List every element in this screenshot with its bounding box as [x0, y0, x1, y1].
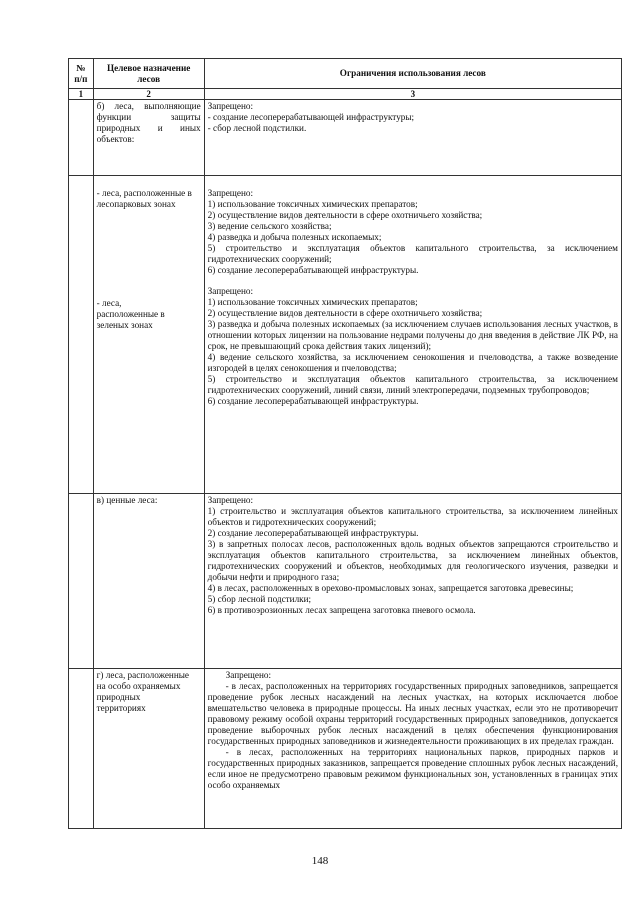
restriction-line: - в лесах, расположенных на территориях государственных природных заповедников, запрещается проведение рубок лесных насаждений на лесных участках, на которых исключается любое вмешательство человека в природные процессы. На иных лесных участках, если это не противоречит правовому режиму особой охраны территорий государственных природных заповедников, допускается проведение выборочных рубок лесных насаждений в целях обеспечения функционирования государственных природных заповедников и жизнедеятельности проживающих в их пределах граждан.	[207, 681, 618, 746]
restriction-line: 1) использование токсичных химических препаратов;	[207, 297, 418, 307]
header-number: № п/п	[69, 59, 94, 89]
restriction-line: 3) в запретных полосах лесов, расположенных вдоль водных объектов запрещаются строительство и эксплуатация объектов капитального строительства, за исключением линейных объектов, гидротехнических сооружений и объектов, необходимых для геологического изучения, разведки и добычи нефти и природного газа;	[207, 539, 618, 582]
restriction-line: 6) в противоэрозионных лесах запрещена заготовка пневого осмола.	[207, 605, 476, 615]
purpose-cell	[93, 176, 204, 494]
restriction-line: 2) осуществление видов деятельности в сфере охотничьего хозяйства;	[207, 308, 483, 318]
table-header-row	[69, 59, 622, 89]
restriction-line: - сбор лесной подстилки.	[207, 123, 307, 133]
restriction-line: 3) ведение сельского хозяйства;	[207, 221, 332, 231]
restriction-line: 6) создание лесоперерабатывающей инфраструктуры.	[207, 396, 419, 406]
purpose-cell	[93, 669, 204, 829]
restriction-line: 2) создание лесоперерабатывающей инфраструктуры.	[207, 528, 419, 538]
page-number: 148	[311, 855, 329, 867]
restriction-line: Запрещено:	[225, 670, 272, 680]
restriction-line: Запрещено:	[207, 495, 254, 505]
restriction-line: Запрещено:	[207, 286, 254, 296]
column-number-1: 1	[69, 89, 94, 100]
restriction-line: 4) разведка и добыча полезных ископаемых;	[207, 232, 382, 242]
table-row	[69, 494, 622, 669]
restriction-line: 5) строительство и эксплуатация объектов капитального строительства, за исключением гидротехнических сооружений;	[207, 243, 618, 264]
row-number-cell	[69, 100, 94, 176]
column-number-3: 3	[204, 89, 621, 100]
column-number-row	[69, 89, 622, 100]
purpose-cell: в) ценные леса:	[93, 494, 204, 669]
restriction-line: Запрещено:	[207, 188, 254, 198]
restriction-line: 6) создание лесоперерабатывающей инфраструктуры.	[207, 265, 419, 275]
header-purpose: Целевое назначение лесов	[93, 59, 204, 89]
forest-restrictions-table	[68, 58, 622, 829]
restriction-line: Запрещено:	[207, 101, 254, 111]
restrictions-cell	[204, 494, 621, 669]
purpose-protected-areas: г) леса, расположенные на особо охраняемых природных территориях	[96, 670, 190, 713]
restrictions-cell	[204, 176, 621, 494]
purpose-cell: б) леса, выполняющие функции защиты природных и иных объектов:	[93, 100, 204, 176]
restriction-line: 5) сбор лесной подстилки;	[207, 594, 312, 604]
restrictions-cell	[204, 100, 621, 176]
restriction-line: 1) использование токсичных химических препаратов;	[207, 199, 418, 209]
table-row	[69, 176, 622, 494]
table-row	[69, 100, 622, 176]
restriction-line: 5) строительство и эксплуатация объектов капитального строительства, за исключением гидротехнических сооружений, линий связи, линий электропередачи, подземных трубопроводов;	[207, 374, 618, 395]
restriction-line: 1) строительство и эксплуатация объектов капитального строительства, за исключением линейных объектов и гидротехнических сооружений;	[207, 506, 618, 527]
restriction-line: 4) в лесах, расположенных в орехово-промысловых зонах, запрещается заготовка древесины;	[207, 583, 574, 593]
restriction-line: - в лесах, расположенных на территориях национальных парков, природных парков и государственных природных заказников, запрещается проведение сплошных рубок лесных насаждений, если иное не предусмотрено правовым режимом функциональных зон, установленных в границах этих особо охраняемых	[207, 747, 618, 790]
row-number-cell	[69, 176, 94, 494]
table-row	[69, 669, 622, 829]
document-page	[68, 58, 622, 829]
restrictions-cell	[204, 669, 621, 829]
purpose-green-zones: - леса, расположенные в зеленых зонах	[96, 298, 165, 330]
restriction-line: 2) осуществление видов деятельности в сфере охотничьего хозяйства;	[207, 210, 483, 220]
restriction-line: 3) разведка и добыча полезных ископаемых (за исключением случаев использования лесных участков, в отношении которых лицензии на пользование недрами получены до дня введения в действие ЛК РФ, на срок, не превышающий срока действия таких лицензий);	[207, 319, 618, 351]
header-restrictions: Ограничения использования лесов	[204, 59, 621, 89]
row-number-cell	[69, 669, 94, 829]
column-number-2: 2	[93, 89, 204, 100]
restriction-line: 4) ведение сельского хозяйства, за исключением сенокошения и пчеловодства, а также возведение изгородей в целях сенокошения и пчеловодства;	[207, 352, 618, 373]
row-number-cell	[69, 494, 94, 669]
purpose-forest-park-zones: - леса, расположенные в лесопарковых зонах	[96, 188, 192, 209]
restriction-line: - создание лесоперерабатывающей инфраструктуры;	[207, 112, 415, 122]
